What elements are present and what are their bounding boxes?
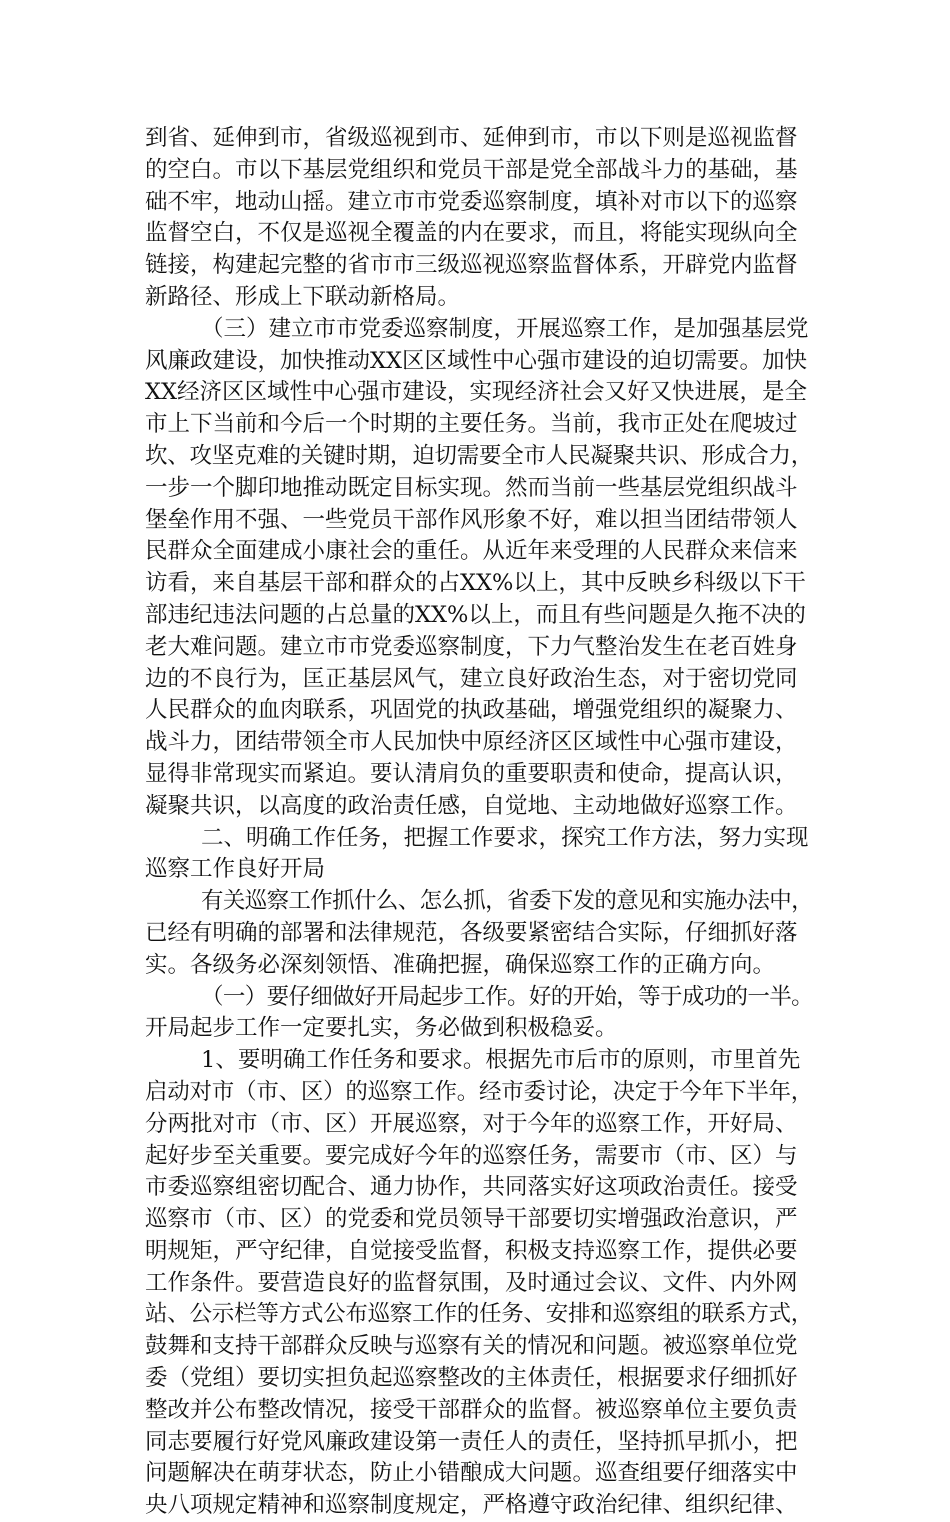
text-line: 工作条件。要营造良好的监督氛围，及时通过会议、文件、内外网 <box>145 1269 798 1296</box>
text-line: 战斗力，团结带领全市人民加快中原经济区区域性中心强市建设， <box>145 729 798 756</box>
text-line: 凝聚共识，以高度的政治责任感，自觉地、主动地做好巡察工作。 <box>145 792 798 819</box>
text-line: 到省、延伸到市，省级巡视到市、延伸到市，市以下则是巡视监督 <box>145 125 798 151</box>
text-line: 础不牢，地动山摇。建立市市党委巡察制度，填补对市以下的巡察 <box>145 188 798 215</box>
text-line: 部违纪违法问题的占总量的XX%以上，而且有些问题是久拖不决的 <box>145 601 806 628</box>
text-line: 实。各级务必深刻领悟、准确把握，确保巡察工作的正确方向。 <box>145 951 776 978</box>
text-line: （三）建立市市党委巡察制度，开展巡察工作，是加强基层党 <box>201 315 809 342</box>
text-line: 边的不良行为，匡正基层风气，建立良好政治生态，对于密切党同 <box>145 665 798 692</box>
text-line: 问题解决在萌芽状态，防止小错酿成大问题。巡查组要仔细落实中 <box>145 1460 798 1487</box>
text-line: 同志要履行好党风廉政建设第一责任人的责任，坚持抓早抓小，把 <box>145 1428 798 1455</box>
text-line: 已经有明确的部署和法律规范，各级要紧密结合实际，仔细抓好落 <box>145 919 798 946</box>
text-line: 鼓舞和支持干部群众反映与巡察有关的情况和问题。被巡察单位党 <box>145 1333 798 1360</box>
document-page <box>145 123 813 1522</box>
text-line: XX经济区区域性中心强市建设，实现经济社会又好又快进展，是全 <box>145 379 808 406</box>
text-line: 整改并公布整改情况，接受干部群众的监督。被巡察单位主要负责 <box>145 1396 798 1423</box>
text-line: 的空白。市以下基层党组织和党员干部是党全部战斗力的基础，基 <box>145 156 798 183</box>
text-line: 二、明确工作任务，把握工作要求，探究工作方法，努力实现 <box>201 824 809 851</box>
text-line: 1、要明确工作任务和要求。根据先市后市的原则，市里首先 <box>201 1047 801 1074</box>
text-line: 委（党组）要切实担负起巡察整改的主体责任，根据要求仔细抓好 <box>145 1365 798 1392</box>
text-line: 一步一个脚印地推动既定目标实现。然而当前一些基层党组织战斗 <box>145 474 798 501</box>
text-line: 人民群众的血肉联系，巩固党的执政基础，增强党组织的凝聚力、 <box>145 697 798 724</box>
text-line: 新路径、形成上下联动新格局。 <box>145 283 461 310</box>
text-line: 堡垒作用不强、一些党员干部作风形象不好，难以担当团结带领人 <box>145 506 798 533</box>
text-line: 站、公示栏等方式公布巡察工作的任务、安排和巡察组的联系方式， <box>145 1301 813 1328</box>
text-line: 启动对市（市、区）的巡察工作。经市委讨论，决定于今年下半年， <box>145 1078 813 1105</box>
text-line: （一）要仔细做好开局起步工作。好的开始，等于成功的一半。 <box>201 983 813 1010</box>
text-line: 起好步至关重要。要完成好今年的巡察任务，需要市（市、区）与 <box>145 1142 798 1169</box>
text-line: 老大难问题。建立市市党委巡察制度，下力气整治发生在老百姓身 <box>145 633 798 660</box>
text-line: 坎、攻坚克难的关键时期，迫切需要全市人民凝聚共识、形成合力， <box>145 442 813 469</box>
text-line: 明规矩，严守纪律，自觉接受监督，积极支持巡察工作，提供必要 <box>145 1237 798 1264</box>
text-line: 访看，来自基层干部和群众的占XX%以上，其中反映乡科级以下干 <box>145 570 806 597</box>
text-line: 市委巡察组密切配合、通力协作，共同落实好这项政治责任。接受 <box>145 1174 798 1201</box>
text-line: 开局起步工作一定要扎实，务必做到积极稳妥。 <box>145 1015 618 1042</box>
text-line: 央八项规定精神和巡察制度规定，严格遵守政治纪律、组织纪律、 <box>145 1492 798 1519</box>
text-line: 分两批对市（市、区）开展巡察，对于今年的巡察工作，开好局、 <box>145 1110 798 1137</box>
text-line: 显得非常现实而紧迫。要认清肩负的重要职责和使命，提高认识， <box>145 760 798 787</box>
text-line: 链接，构建起完整的省市市三级巡视巡察监督体系，开辟党内监督 <box>145 252 798 279</box>
text-line: 监督空白，不仅是巡视全覆盖的内在要求，而且，将能实现纵向全 <box>145 220 798 247</box>
text-line: 巡察市（市、区）的党委和党员领导干部要切实增强政治意识，严 <box>145 1206 798 1233</box>
text-line: 有关巡察工作抓什么、怎么抓，省委下发的意见和实施办法中， <box>201 888 813 915</box>
text-line: 民群众全面建成小康社会的重任。从近年来受理的人民群众来信来 <box>145 538 798 565</box>
text-line: 市上下当前和今后一个时期的主要任务。当前，我市正处在爬坡过 <box>145 411 798 438</box>
text-line: 巡察工作良好开局 <box>145 856 326 883</box>
text-line: 风廉政建设，加快推动XX区区域性中心强市建设的迫切需要。加快 <box>145 347 808 374</box>
